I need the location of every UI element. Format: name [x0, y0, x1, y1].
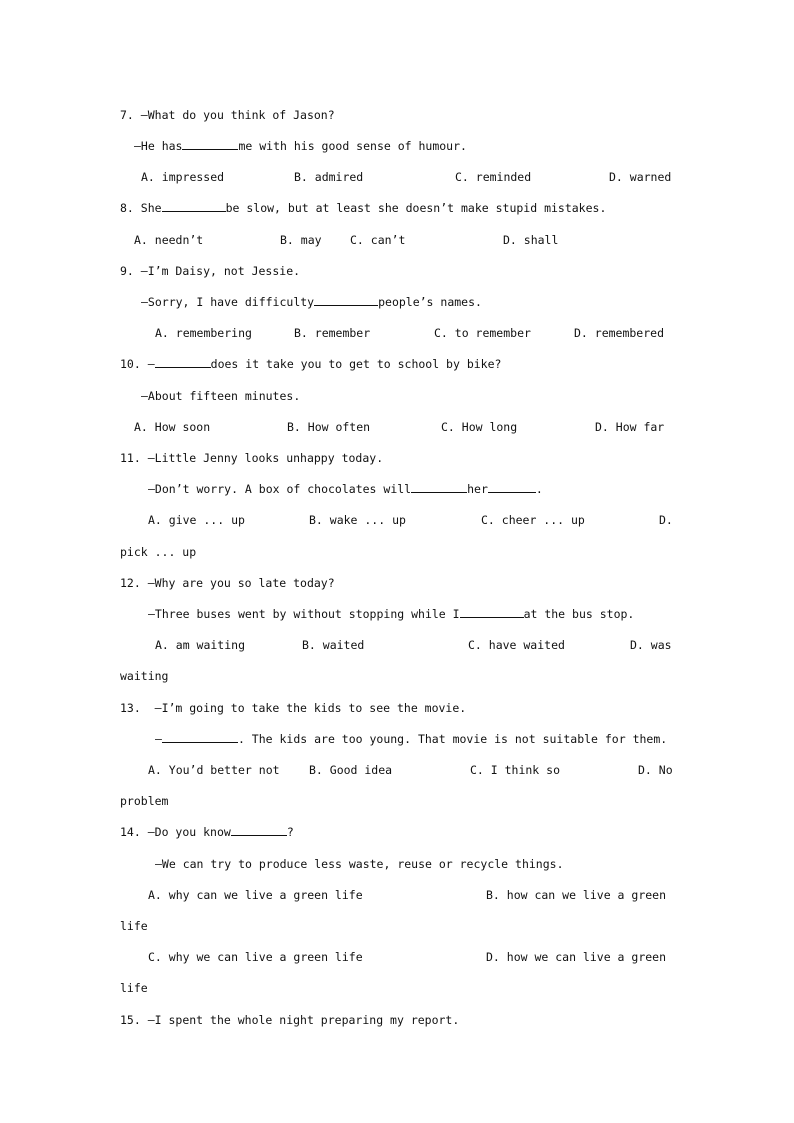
question-14-prompt: 14. —Do you know ? [120, 825, 294, 839]
option-d[interactable]: D. shall [503, 233, 559, 247]
option-d[interactable]: D. how we can live a green [486, 950, 667, 964]
option-a[interactable]: A. needn’t [134, 233, 204, 247]
question-11-response: —Don’t worry. A box of chocolates will her . [148, 482, 543, 496]
question-number: 12. [120, 576, 141, 590]
question-15-prompt: 15. —I spent the whole night preparing my report. [120, 1013, 460, 1027]
option-d[interactable]: D. was [630, 638, 672, 652]
answer-blank[interactable] [155, 356, 211, 368]
option-c[interactable]: C. cheer ... up [481, 513, 585, 527]
option-c[interactable]: C. why we can live a green life [148, 950, 363, 964]
answer-blank[interactable] [162, 731, 238, 743]
question-number: 7. [120, 108, 134, 122]
option-d[interactable]: D. No [638, 763, 673, 777]
option-a[interactable]: A. remembering [155, 326, 252, 340]
option-b[interactable]: B. How often [287, 420, 371, 434]
option-c[interactable]: C. have waited [468, 638, 565, 652]
question-number: 13. [120, 701, 141, 715]
option-d-continued[interactable]: pick ... up [120, 545, 197, 559]
option-a[interactable]: A. am waiting [155, 638, 246, 652]
answer-blank[interactable] [314, 294, 378, 306]
question-number: 10. [120, 357, 141, 371]
option-c[interactable]: C. How long [441, 420, 518, 434]
question-number: 11. [120, 451, 141, 465]
option-b[interactable]: B. may [280, 233, 322, 247]
question-9-prompt: 9. —I’m Daisy, not Jessie. [120, 264, 301, 278]
question-7-response: —He has me with his good sense of humour. [134, 139, 467, 153]
answer-blank[interactable] [231, 824, 287, 836]
option-a[interactable]: A. How soon [134, 420, 211, 434]
question-13-response: — . The kids are too young. That movie is not suitable for them. [155, 732, 668, 746]
question-number: 9. [120, 264, 134, 278]
question-12-prompt: 12. —Why are you so late today? [120, 576, 335, 590]
option-d[interactable]: D. [659, 513, 673, 527]
option-a[interactable]: A. impressed [141, 170, 225, 184]
question-12-response: —Three buses went by without stopping while I at the bus stop. [148, 607, 635, 621]
option-d-continued[interactable]: waiting [120, 669, 169, 683]
option-b[interactable]: B. how can we live a green [486, 888, 667, 902]
answer-blank[interactable] [182, 138, 238, 150]
answer-blank[interactable] [488, 481, 536, 493]
question-10-response: —About fifteen minutes. [141, 389, 301, 403]
question-number: 15. [120, 1013, 141, 1027]
option-a[interactable]: A. give ... up [148, 513, 245, 527]
question-11-prompt: 11. —Little Jenny looks unhappy today. [120, 451, 384, 465]
option-b[interactable]: B. remember [294, 326, 371, 340]
option-c[interactable]: C. reminded [455, 170, 532, 184]
answer-blank[interactable] [460, 606, 524, 618]
answer-blank[interactable] [411, 481, 467, 493]
option-b-continued[interactable]: life [120, 919, 148, 933]
option-d-continued[interactable]: life [120, 981, 148, 995]
option-d[interactable]: D. warned [609, 170, 672, 184]
question-8-prompt: 8. She be slow, but at least she doesn’t make stupid mistakes. [120, 201, 607, 215]
question-9-response: —Sorry, I have difficulty people’s names. [141, 295, 482, 309]
option-c[interactable]: C. to remember [434, 326, 531, 340]
option-a[interactable]: A. why can we live a green life [148, 888, 363, 902]
question-13-prompt: 13. —I’m going to take the kids to see the movie. [120, 701, 467, 715]
option-d-continued[interactable]: problem [120, 794, 169, 808]
option-b[interactable]: B. wake ... up [309, 513, 406, 527]
option-c[interactable]: C. I think so [470, 763, 561, 777]
option-c[interactable]: C. can’t [350, 233, 406, 247]
question-number: 8. [120, 201, 134, 215]
question-number: 14. [120, 825, 141, 839]
option-b[interactable]: B. waited [302, 638, 365, 652]
option-b[interactable]: B. Good idea [309, 763, 393, 777]
option-a[interactable]: A. You’d better not [148, 763, 280, 777]
answer-blank[interactable] [162, 200, 226, 212]
option-d[interactable]: D. How far [595, 420, 665, 434]
option-d[interactable]: D. remembered [574, 326, 665, 340]
question-7-prompt: 7. —What do you think of Jason? [120, 108, 335, 122]
question-14-response: —We can try to produce less waste, reuse or recycle things. [155, 857, 564, 871]
option-b[interactable]: B. admired [294, 170, 364, 184]
question-10-prompt: 10. — does it take you to get to school by bike? [120, 357, 502, 371]
